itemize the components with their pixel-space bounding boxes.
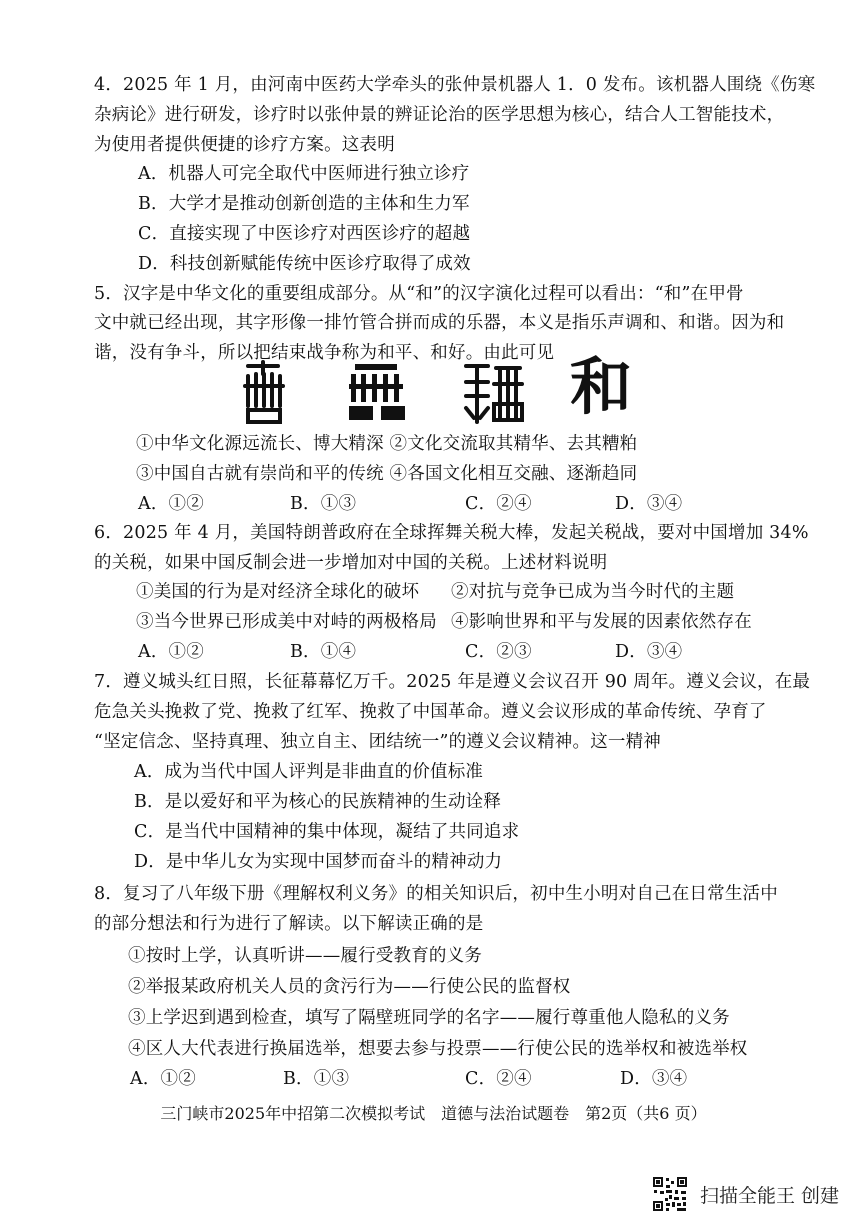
q7-option-b: B．是以爱好和平为核心的民族精神的生动诠释 xyxy=(134,792,502,812)
q5-stem-line-1: 5．汉字是中华文化的重要组成部分。从“和”的汉字演化过程可以看出：“和”在甲骨 xyxy=(94,284,744,304)
q7-option-d: D．是中华儿女为实现中国梦而奋斗的精神动力 xyxy=(134,852,503,872)
q4-option-a: A．机器人可完全取代中医师进行独立诊疗 xyxy=(138,164,470,184)
q4-option-b: B．大学才是推动创新创造的主体和生力军 xyxy=(138,194,470,214)
q6-statement-2: ②对抗与竞争已成为当今时代的主题 xyxy=(451,582,735,602)
q4-option-c: C．直接实现了中医诊疗对西医诊疗的超越 xyxy=(138,224,471,244)
q8-choice-d: D．③④ xyxy=(620,1069,688,1089)
q4-stem-line-1: 4．2025 年 1 月，由河南中医药大学牵头的张仲景机器人 1．0 发布。该机器人围绕《伤寒 xyxy=(94,75,816,95)
q7-option-c: C．是当代中国精神的集中体现，凝结了共同追求 xyxy=(134,822,520,842)
oracle-bone-he-glyph xyxy=(240,360,286,426)
q6-stem-line-2: 的关税，如果中国反制会进一步增加对中国的关税。上述材料说明 xyxy=(94,553,608,573)
q5-statements-line-1: ①中华文化源远流长、博大精深 ②文化交流取其精华、去其糟粕 xyxy=(136,434,638,454)
q5-choice-a: A．①② xyxy=(138,494,204,514)
q8-stem-line-2: 的部分想法和行为进行了解读。以下解读正确的是 xyxy=(94,914,484,934)
he-character-evolution xyxy=(230,350,650,430)
q6-choice-c: C．②③ xyxy=(465,642,532,662)
scanner-watermark xyxy=(652,1176,839,1212)
q7-option-a: A．成为当代中国人评判是非曲直的价值标准 xyxy=(134,762,484,782)
standard-he-glyph: 和 xyxy=(570,350,633,423)
q6-choice-d: D．③④ xyxy=(615,642,683,662)
scanner-label: 扫描全能王 创建 xyxy=(700,1184,840,1207)
q5-statements-line-2: ③中国自古就有崇尚和平的传统 ④各国文化相互交融、逐渐趋同 xyxy=(136,464,638,484)
q4-stem-line-3: 为使用者提供便捷的诊疗方案。这表明 xyxy=(94,135,395,155)
q7-stem-line-3: “坚定信念、坚持真理、独立自主、团结统一”的遵义会议精神。这一精神 xyxy=(94,732,661,752)
q6-statement-3: ③当今世界已形成美中对峙的两极格局 xyxy=(136,612,437,632)
q5-choice-b: B．①③ xyxy=(290,494,357,514)
q8-statement-2: ②举报某政府机关人员的贪污行为——行使公民的监督权 xyxy=(128,977,571,997)
bronze-inscription-he-glyph xyxy=(345,360,407,426)
q8-choice-b: B．①③ xyxy=(283,1069,350,1089)
seal-script-he-glyph xyxy=(460,360,526,426)
q7-stem-line-2: 危急关头挽救了党、挽救了红军、挽救了中国革命。遵义会议形成的革命传统、孕育了 xyxy=(94,702,767,722)
q5-choice-d: D．③④ xyxy=(615,494,683,514)
q5-stem-line-2: 文中就已经出现，其字形像一排竹管合拼而成的乐器，本义是指乐声调和、和谐。因为和 xyxy=(94,313,785,333)
qr-code-icon xyxy=(652,1176,688,1212)
q7-stem-line-1: 7．遵义城头红日照，长征幕幕忆万千。2025 年是遵义会议召开 90 周年。遵义会议，在最 xyxy=(94,672,811,692)
q8-statement-1: ①按时上学，认真听讲——履行受教育的义务 xyxy=(128,946,482,966)
q5-stem-line-3: 谐，没有争斗，所以把结束战争称为和平、和好。由此可见 xyxy=(94,343,555,363)
q8-choice-c: C．②④ xyxy=(465,1069,532,1089)
q6-choice-a: A．①② xyxy=(138,642,204,662)
q6-statement-4: ④影响世界和平与发展的因素依然存在 xyxy=(451,612,752,632)
page-footer: 三门峡市2025年中招第二次模拟考试 道德与法治试题卷 第2页（共6 页） xyxy=(160,1104,707,1123)
q8-statement-3: ③上学迟到遇到检查，填写了隔壁班同学的名字——履行尊重他人隐私的义务 xyxy=(128,1008,730,1028)
q4-stem-line-2: 杂病论》进行研发，诊疗时以张仲景的辨证论治的医学思想为核心，结合人工智能技术， xyxy=(94,105,785,125)
q6-statement-1: ①美国的行为是对经济全球化的破坏 xyxy=(136,582,420,602)
q5-choice-c: C．②④ xyxy=(465,494,532,514)
q6-stem-line-1: 6．2025 年 4 月，美国特朗普政府在全球挥舞关税大棒，发起关税战，要对中国增加 34% xyxy=(94,523,809,543)
q6-choice-b: B．①④ xyxy=(290,642,357,662)
q4-option-d: D．科技创新赋能传统中医诊疗取得了成效 xyxy=(138,254,471,274)
q8-choice-a: A．①② xyxy=(130,1069,196,1089)
q8-stem-line-1: 8．复习了八年级下册《理解权利义务》的相关知识后，初中生小明对自己在日常生活中 xyxy=(94,884,778,904)
q8-statement-4: ④区人大代表进行换届选举，想要去参与投票——行使公民的选举权和被选举权 xyxy=(128,1039,748,1059)
